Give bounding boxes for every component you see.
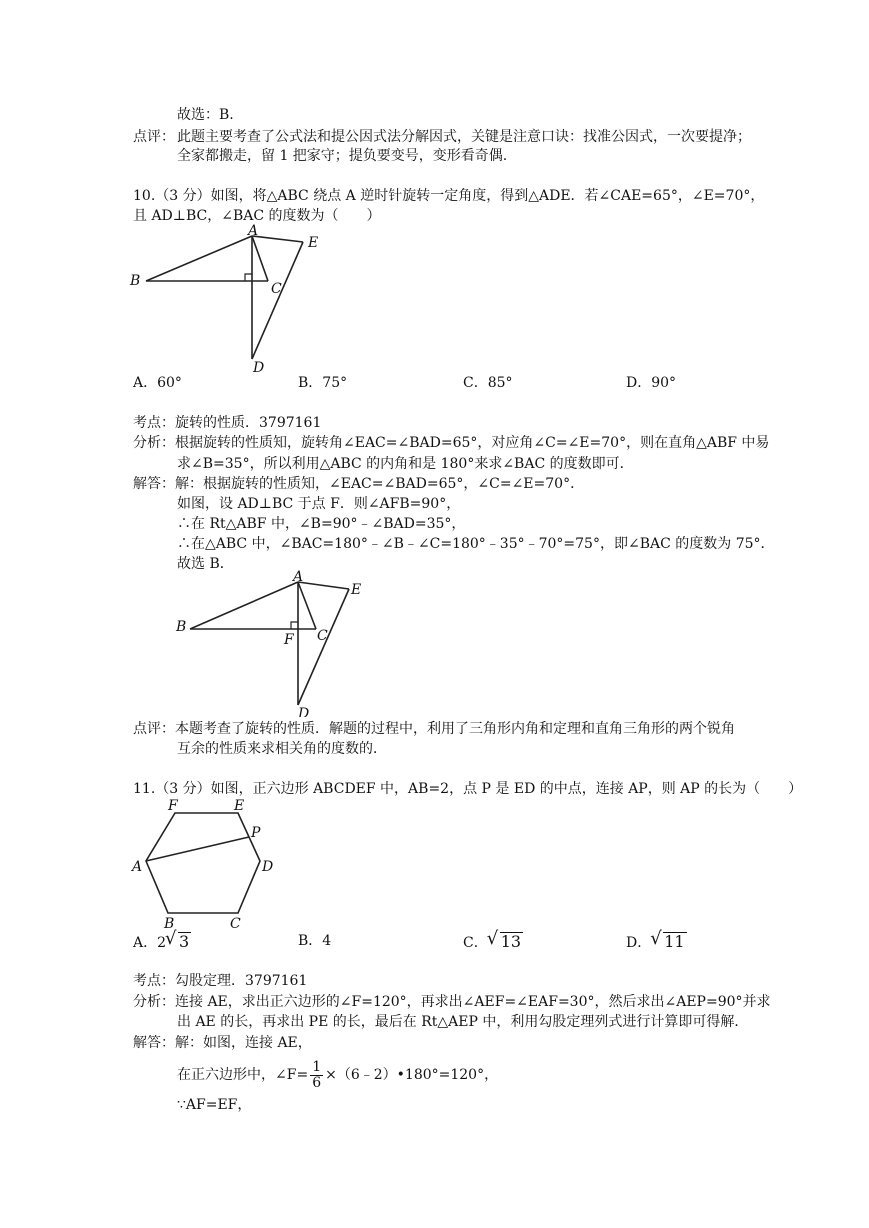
q11-option-c-label: C． bbox=[463, 935, 488, 951]
q11-option-c bbox=[463, 932, 523, 952]
q10-right-angle-mark bbox=[245, 274, 252, 281]
q11-segment-ap bbox=[146, 837, 249, 861]
q10-jieda-line3: ∴在 Rt△ABF 中，∠B=90°﹣∠BAD=35°， bbox=[177, 516, 466, 532]
q11-jieda-line3: ∵AF=EF， bbox=[177, 1097, 252, 1113]
q10-dianping-line1: 点评：本题考查了旋转的性质．解题的过程中，利用了三角形内角和定理和直角三角形的两个锐角 bbox=[133, 721, 735, 737]
q10-kaodian: 考点：旋转的性质．3797161 bbox=[133, 415, 322, 431]
q11-option-d-radical: √ 11 bbox=[663, 932, 686, 951]
q11-label-e: E bbox=[234, 798, 245, 814]
q11-jieda-line2 bbox=[177, 1058, 498, 1092]
q11-stem: 11.（3 分）如图，正六边形 ABCDEF 中，AB=2，点 P 是 ED 的中点，连接 AP，则 AP 的长为（ ） bbox=[133, 781, 803, 797]
q10s-segment-ba bbox=[190, 582, 298, 629]
q9-choose: 故选：B. bbox=[177, 107, 234, 123]
q11-jieda-line2-post: ×（6﹣2）•180°=120°， bbox=[325, 1067, 499, 1083]
q9-comment-line2: 全家都搬走，留 1 把家守；提负要变号，变形看奇偶. bbox=[177, 148, 508, 164]
q11-option-a-coef: 2 bbox=[157, 935, 167, 951]
q10s-right-angle-mark bbox=[291, 622, 298, 629]
q10-stem-line2: 且 AD⊥BC，∠BAC 的度数为（ ） bbox=[133, 208, 381, 224]
q10-label-a: A bbox=[248, 223, 259, 239]
q11-option-a bbox=[133, 932, 191, 952]
q11-fraction-numerator: 1 bbox=[312, 1058, 322, 1075]
q10s-label-c: C bbox=[317, 628, 328, 644]
q11-kaodian: 考点：勾股定理．3797161 bbox=[133, 973, 308, 989]
q10-segment-ae bbox=[252, 236, 303, 242]
q11-label-c: C bbox=[230, 916, 241, 932]
q11-option-c-radical: √ 13 bbox=[500, 932, 523, 951]
q11-label-p: P bbox=[251, 825, 261, 841]
q10-dianping-line2: 互余的性质来求相关角的度数的． bbox=[177, 741, 387, 757]
q11-option-d-label: D． bbox=[626, 935, 652, 951]
q11-figure bbox=[128, 795, 278, 935]
q10-fenxi-line2: 求∠B=35°，所以利用△ABC 的内角和是 180°来求∠BAC 的度数即可． bbox=[177, 456, 634, 472]
q11-option-a-label: A． bbox=[133, 935, 158, 951]
q10-jieda-line1: 解答：解：根据旋转的性质知，∠EAC=∠BAD=65°，∠C=∠E=70°． bbox=[133, 476, 585, 492]
q11-option-a-radical: √ 3 bbox=[178, 932, 191, 951]
q10-option-b: B．75° bbox=[298, 375, 348, 391]
q11-option-b: B．4 bbox=[298, 933, 332, 949]
q10s-label-d: D bbox=[298, 706, 310, 717]
q11-fraction-denominator: 6 bbox=[312, 1074, 322, 1091]
q10s-label-b: B bbox=[176, 619, 187, 635]
q10-label-e: E bbox=[308, 235, 319, 251]
q10-label-b: B bbox=[130, 273, 141, 289]
q11-option-d bbox=[626, 932, 687, 952]
q10-fenxi-line1: 分析：根据旋转的性质知，旋转角∠EAC=∠BAD=65°，对应角∠C=∠E=70°，则在直角△ABF 中易 bbox=[133, 435, 770, 451]
q10-label-c: C bbox=[271, 281, 282, 297]
q11-fraction bbox=[310, 1060, 323, 1091]
q10-label-d: D bbox=[253, 360, 265, 376]
q10s-segment-ae bbox=[298, 582, 349, 589]
q10-segment-ac bbox=[252, 236, 268, 281]
q11-label-a: A bbox=[132, 859, 143, 875]
q11-hexagon bbox=[146, 813, 260, 913]
q10-solution-figure bbox=[170, 565, 370, 717]
q10s-segment-ed bbox=[298, 589, 349, 705]
q9-comment-line1: 此题主要考查了公式法和提公因式法分解因式，关键是注意口诀：找准公因式，一次要提净； bbox=[177, 129, 751, 145]
q10-option-a: A．60° bbox=[133, 375, 182, 391]
q10-jieda-line4: ∴在△ABC 中，∠BAC=180°﹣∠B﹣∠C=180°﹣35°﹣70°=75°，即∠BAC 的度数为 75°． bbox=[177, 536, 775, 552]
q11-jieda-line1: 解答：解：如图，连接 AE， bbox=[133, 1035, 312, 1051]
q11-jieda-line2-pre: 在正六边形中，∠F= bbox=[177, 1067, 309, 1083]
q10-option-c: C．85° bbox=[463, 375, 513, 391]
q10s-label-e: E bbox=[351, 582, 362, 598]
q11-label-d: D bbox=[262, 859, 274, 875]
q10-segment-ba bbox=[146, 236, 252, 281]
q10s-label-f: F bbox=[284, 632, 294, 648]
q11-label-b: B bbox=[164, 916, 175, 932]
q10-figure bbox=[125, 222, 325, 377]
q9-comment-label: 点评： bbox=[133, 129, 175, 145]
q10s-segment-ac bbox=[298, 582, 316, 629]
q10-stem-line1: 10.（3 分）如图，将△ABC 绕点 A 逆时针旋转一定角度，得到△ADE．若∠CAE=65°，∠E=70°， bbox=[133, 188, 765, 204]
q10s-label-a: A bbox=[293, 569, 304, 585]
q10-jieda-line2: 如图，设 AD⊥BC 于点 F．则∠AFB=90°， bbox=[177, 496, 461, 512]
q11-fenxi-line2: 出 AE 的长，再求出 PE 的长，最后在 Rt△AEP 中，利用勾股定理列式进行计算即可得解． bbox=[177, 1014, 749, 1030]
q10-jieda-line5: 故选 B． bbox=[177, 556, 234, 572]
q10-option-d: D．90° bbox=[626, 375, 677, 391]
q11-fenxi-line1: 分析：连接 AE，求出正六边形的∠F=120°，再求出∠AEF=∠EAF=30°，然后求出∠AEP=90°并求 bbox=[133, 994, 771, 1010]
q11-label-f: F bbox=[168, 798, 178, 814]
